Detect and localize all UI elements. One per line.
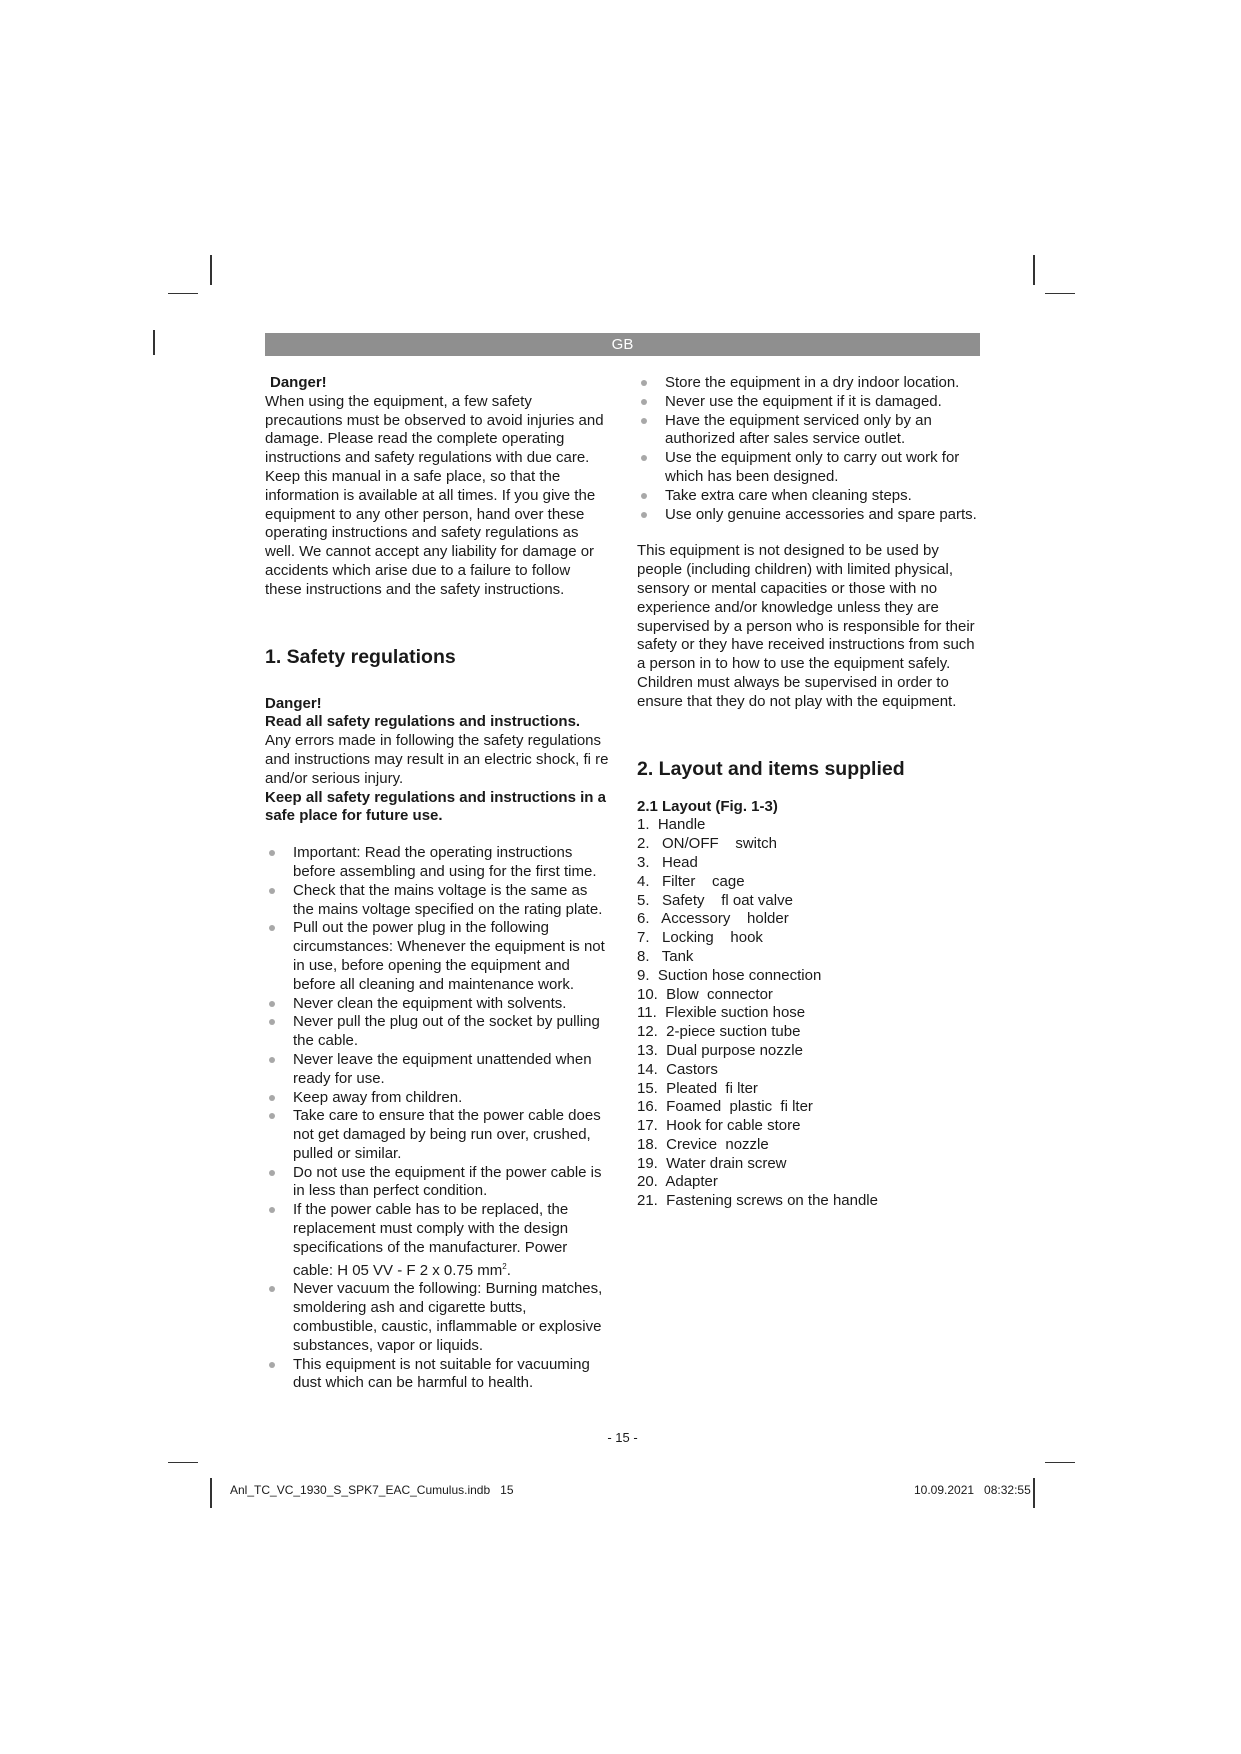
bullet-icon [269,850,275,856]
list-item: 16. Foamed plastic fi lter [637,1098,813,1116]
list-item: Pull out the power plug in the following circumstances: Whenever the equipment is not in use, before opening the equipment and before all cleaning and maintenance work. [265,919,610,994]
safety-errors-text: Any errors made in following the safety regulations and instructions may result in an electric shock, fi re and/or serious injury. [265,732,609,787]
list-item: If the power cable has to be replaced, the replacement must comply with the design specifications of the manufacturer. Power cable: H 05 VV - F 2 x 0.75 $mm^2$. [265,1201,610,1280]
usage-note: This equipment is not designed to be used by people (including children) with limited physical, sensory or mental capacities or those with no experience and/or knowledge unless they are supervised by a person who is responsible for their safety or they have received instructions from such a person in to how to use the equipment safely. Children must always be supervised in order to ensure that they do not play with the equipment. [637,542,975,710]
list-item: 19. Water drain screw [637,1154,787,1172]
list-item: 12. 2-piece suction tube [637,1023,801,1041]
bullet-icon [269,888,275,894]
list-item: Take care to ensure that the power cable does not get damaged by being run over, crushed, pulled or similar. [265,1107,610,1163]
bullet-icon [269,1286,275,1292]
bullet-icon [641,418,647,424]
list-item: 6. Accessory holder [637,910,789,928]
bullet-icon [269,1362,275,1368]
footer-file-name: Anl_TC_VC_1930_S_SPK7_EAC_Cumulus.indb 15 [230,1483,514,1497]
left-column [265,374,610,1393]
list-item: Never clean the equipment with solvents. [265,995,610,1014]
list-item: Never pull the plug out of the socket by pulling the cable. [265,1013,610,1051]
list-item: Do not use the equipment if the power cable is in less than perfect condition. [265,1164,610,1202]
list-item: 11. Flexible suction hose [637,1004,806,1022]
list-item: 15. Pleated fi lter [637,1079,758,1097]
list-item: Take extra care when cleaning steps. [637,487,982,506]
list-item: Important: Read the operating instructions before assembling and using for the first time. [265,844,610,882]
list-item: 5. Safety fl oat valve [637,891,793,909]
list-item: 9. Suction hose connection [637,966,822,984]
bullet-icon [641,380,647,386]
list-item: Never leave the equipment unattended when ready for use. [265,1051,610,1089]
footer-timestamp: 10.09.2021 08:32:55 [914,1483,1031,1497]
bullet-icon [641,512,647,518]
list-item: 2. ON/OFF switch [637,835,778,853]
bullet-icon [269,1207,275,1213]
safety-keep-all: Keep all safety regulations and instructions in a safe place for future use. [265,788,606,825]
bullet-icon [269,1170,275,1176]
list-item: 21. Fastening screws on the handle [637,1192,878,1210]
bullet-icon [269,1057,275,1063]
list-item: Use only genuine accessories and spare parts. [637,506,982,525]
language-bar: GB [265,333,980,356]
bullet-icon [641,455,647,461]
list-item: Have the equipment serviced only by an authorized after sales service outlet. [637,412,982,450]
crop-mark [1045,293,1075,294]
list-item: 3. Head [637,853,698,871]
bullet-icon [269,1113,275,1119]
safety-danger: Danger! [265,694,322,712]
list-item: Never use the equipment if it is damaged. [637,393,982,412]
right-bullet-list [637,374,982,524]
right-column [637,374,982,1211]
intro-danger-title: Danger! [270,374,327,391]
crop-mark [210,1478,212,1508]
list-item: 4. Filter cage [637,872,745,890]
bullet-icon [641,493,647,499]
intro-text: When using the equipment, a few safety precautions must be observed to avoid injuries and damage. Please read the complete operating instructions and safety regulations with due care. Keep this manual in a safe place, so that the information is available at all times. If you give the equipment to any other person, hand over these operating instructions and safety regulations as well. We cannot accept any liability for damage or accidents which arise due to a failure to follow these instructions and the safety instructions. [265,392,604,598]
list-item: 7. Locking hook [637,929,763,947]
crop-mark [1033,255,1035,285]
list-item: Never vacuum the following: Burning matches, smoldering ash and cigarette butts, combustible, caustic, inflammable or explosive substances, vapor or liquids. [265,1280,610,1355]
list-item: This equipment is not suitable for vacuuming dust which can be harmful to health. [265,1356,610,1394]
layout-subheading: 2.1 Layout (Fig. 1-3) [637,797,778,815]
list-item: Use the equipment only to carry out work for which has been designed. [637,449,982,487]
crop-mark [153,330,155,355]
list-item: 14. Castors [637,1060,718,1078]
crop-mark [1033,1478,1035,1508]
list-item: 17. Hook for cable store [637,1117,801,1135]
parts-list [637,816,982,1211]
crop-mark [210,255,212,285]
list-item: Keep away from children. [265,1089,610,1108]
safety-bullet-list [265,844,610,1393]
layout-heading: 2. Layout and items supplied [637,757,905,780]
bullet-icon [269,1095,275,1101]
bullet-icon [269,1001,275,1007]
list-item: Store the equipment in a dry indoor location. [637,374,982,393]
list-item: 1. Handle [637,816,706,834]
list-item: 20. Adapter [637,1173,718,1191]
list-item: 13. Dual purpose nozzle [637,1041,803,1059]
crop-mark [168,293,198,294]
page-number: - 15 - [607,1430,638,1445]
safety-heading: 1. Safety regulations [265,645,456,668]
list-item: 18. Crevice nozzle [637,1135,769,1153]
bullet-icon [641,399,647,405]
superscript: 2 [502,1261,507,1271]
bullet-icon [269,1019,275,1025]
safety-read-all: Read all safety regulations and instructions. [265,713,581,731]
crop-mark [168,1462,198,1463]
list-item: 10. Blow connector [637,985,773,1003]
list-item: 8. Tank [637,947,694,965]
bullet-icon [269,925,275,931]
list-item: Check that the mains voltage is the same as the mains voltage specified on the rating plate. [265,882,610,920]
crop-mark [1045,1462,1075,1463]
